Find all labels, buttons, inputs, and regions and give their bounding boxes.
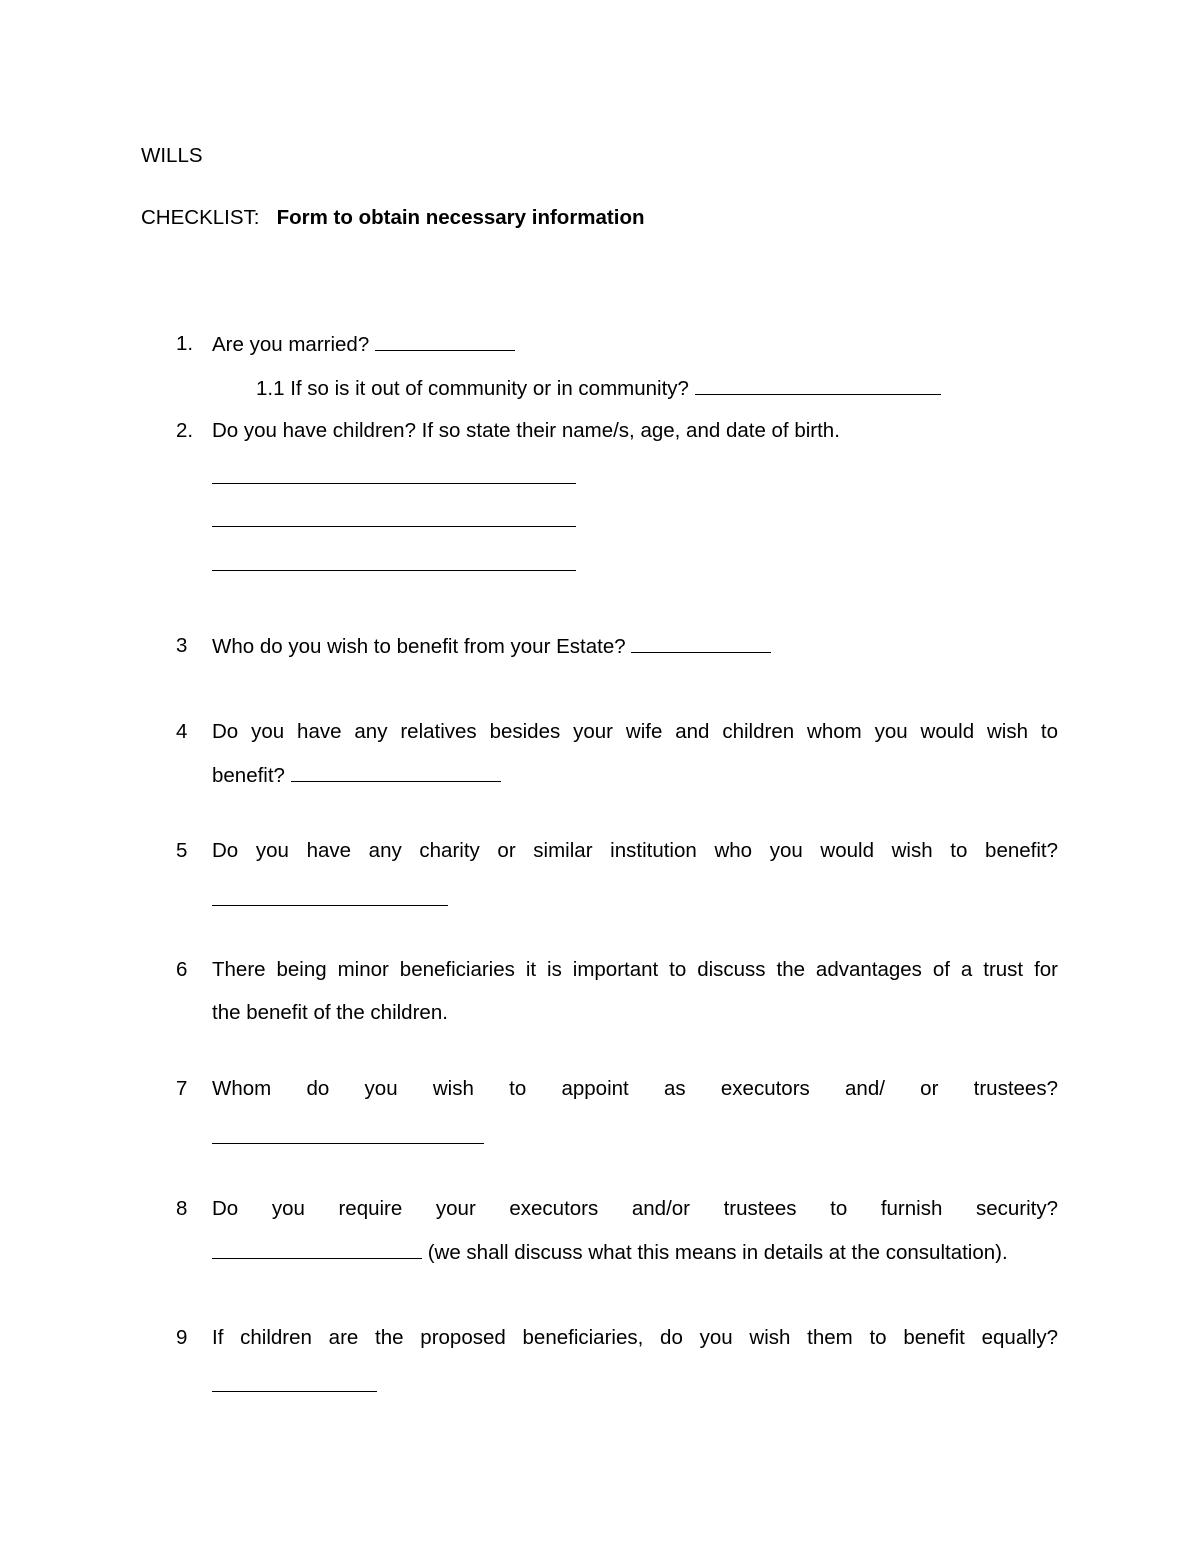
question-number: 2.	[176, 419, 194, 442]
question-text: Who do you wish to benefit from your Estate?	[212, 635, 626, 658]
answer-line[interactable]	[212, 905, 448, 906]
question-text: Do you have children? If so state their name/s, age, and date of birth.	[212, 419, 840, 442]
question-7-line-1: Whom do you wish to appoint as executors and/ or trustees?	[212, 1077, 1058, 1100]
question-3	[212, 634, 771, 659]
question-1	[212, 332, 515, 357]
question-number: 1.	[176, 332, 194, 355]
question-5-line-1: Do you have any charity or similar institution who you would wish to benefit?	[212, 839, 1058, 862]
answer-field[interactable]	[212, 1240, 422, 1259]
question-number: 4	[176, 720, 188, 743]
document-heading: WILLS	[141, 144, 203, 167]
question-number: 3	[176, 634, 188, 657]
answer-field[interactable]	[631, 634, 771, 653]
answer-field[interactable]	[375, 332, 515, 351]
answer-line[interactable]	[212, 1391, 377, 1392]
question-text: 1.1 If so is it out of community or in community?	[256, 377, 689, 400]
question-4-line-1: Do you have any relatives besides your wife and children whom you would wish to	[212, 720, 1058, 743]
question-8-line-2	[212, 1240, 1008, 1265]
answer-line[interactable]	[212, 526, 576, 527]
question-text: benefit?	[212, 764, 285, 787]
answer-line[interactable]	[212, 570, 576, 571]
question-number: 5	[176, 839, 188, 862]
answer-line[interactable]	[212, 1143, 484, 1144]
question-number: 9	[176, 1326, 188, 1349]
answer-field[interactable]	[695, 376, 941, 395]
question-text: (we shall discuss what this means in details at the consultation).	[427, 1241, 1008, 1264]
question-number: 8	[176, 1197, 188, 1220]
answer-field[interactable]	[291, 763, 501, 782]
checklist-header	[141, 206, 645, 230]
question-1-1	[256, 376, 941, 401]
question-8-line-1: Do you require your executors and/or trustees to furnish security?	[212, 1197, 1058, 1220]
question-number: 7	[176, 1077, 188, 1100]
question-9-line-1: If children are the proposed beneficiaries, do you wish them to benefit equally?	[212, 1326, 1058, 1349]
question-4-line-2	[212, 763, 501, 788]
answer-line[interactable]	[212, 483, 576, 484]
question-2	[212, 419, 840, 443]
checklist-label: CHECKLIST:	[141, 206, 260, 229]
question-number: 6	[176, 958, 188, 981]
question-text: Are you married?	[212, 333, 370, 356]
question-6-line-2: the benefit of the children.	[212, 1001, 448, 1024]
checklist-title: Form to obtain necessary information	[276, 206, 645, 229]
question-6-line-1: There being minor beneficiaries it is important to discuss the advantages of a trust for	[212, 958, 1058, 981]
